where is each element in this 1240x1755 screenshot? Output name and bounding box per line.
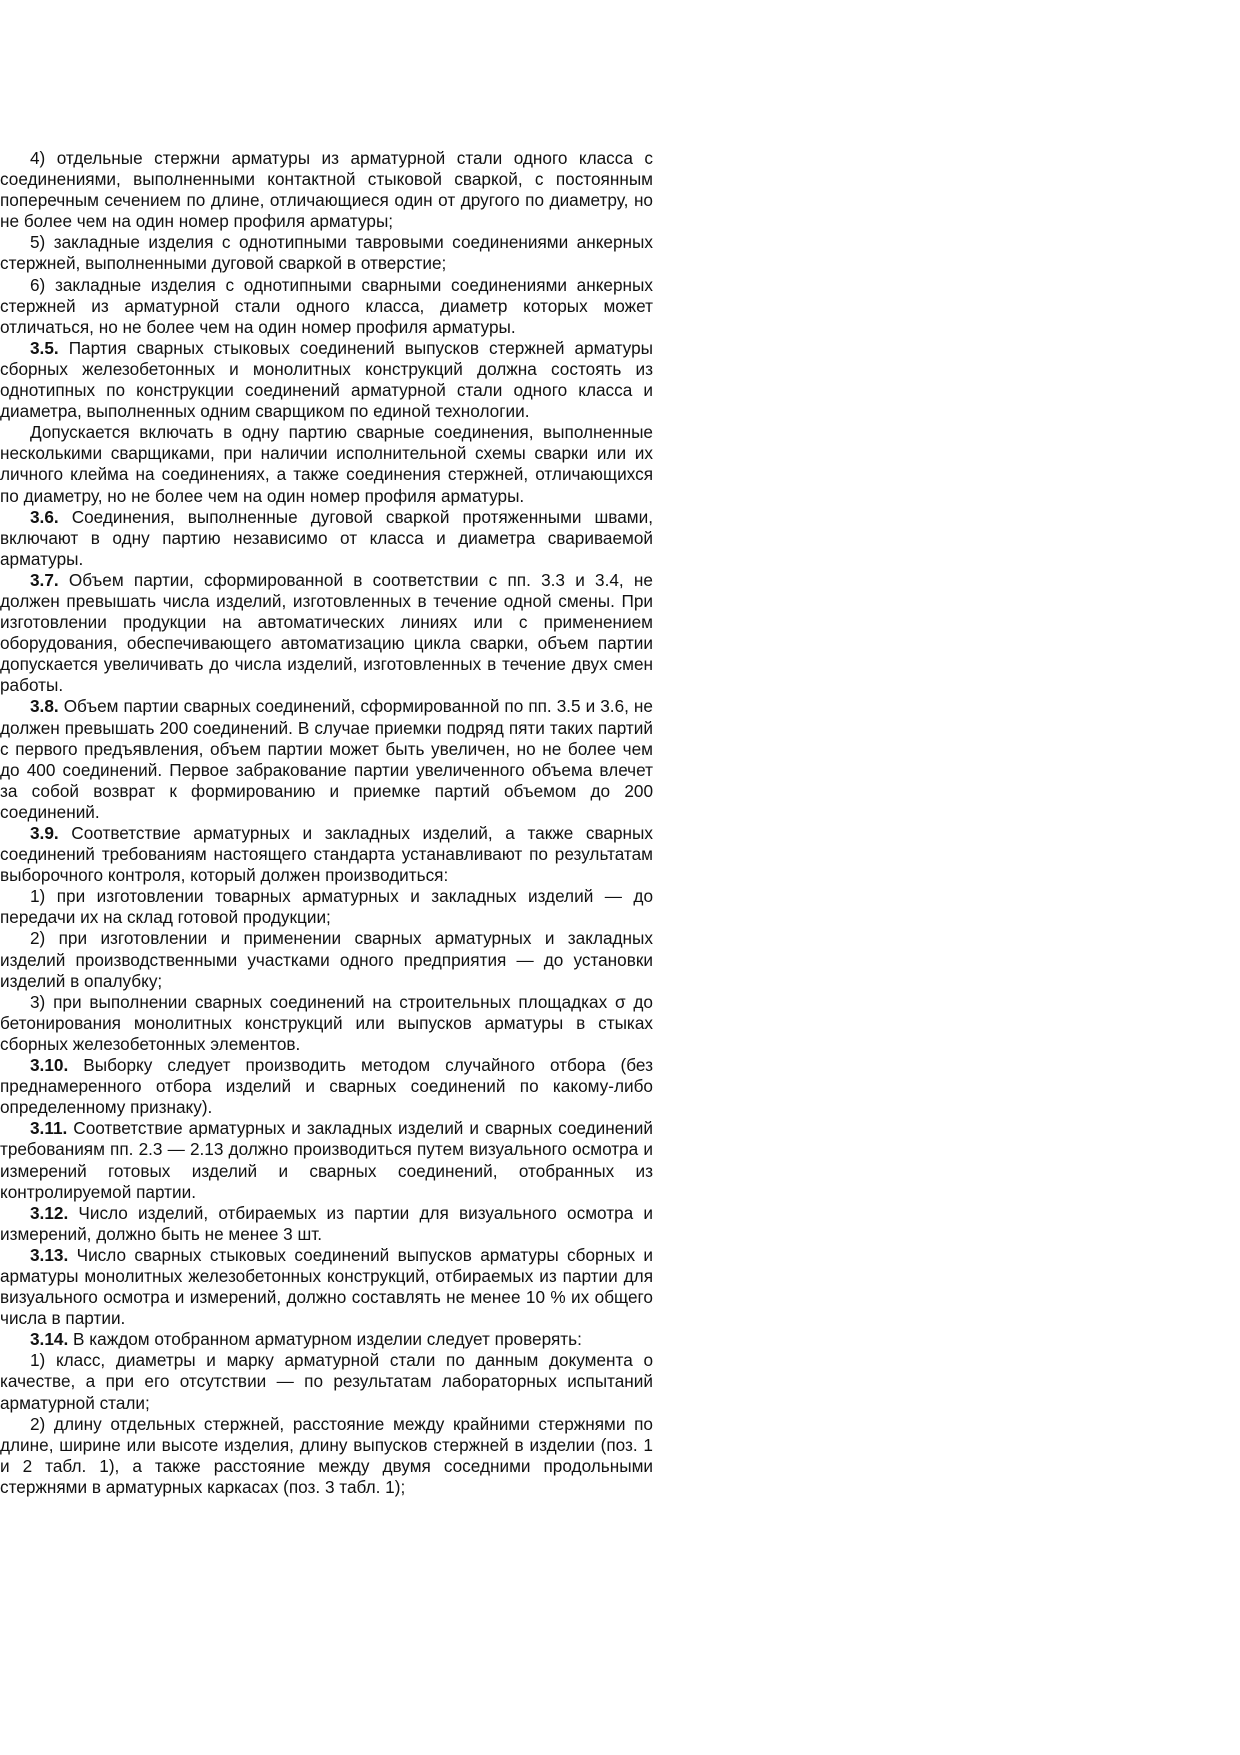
clause-3-9-item-1 (0, 886, 653, 928)
paragraph-6 (0, 275, 653, 338)
paragraph-text: Число сварных стыковых соединений выпусков арматуры сборных и арматуры монолитных железобетонных конструкций, отбираемых из партии для визуального осмотра и измерений, должно составлять не менее 10 % их общего числа в партии. (0, 1244, 654, 1329)
clause-number: 3.13. (30, 1244, 69, 1265)
clause-number: 3.9. (30, 823, 59, 843)
clause-3-14-item-2 (0, 1414, 653, 1498)
clause-3-9-item-3 (0, 992, 653, 1055)
clause-3-13 (0, 1245, 653, 1329)
clause-3-9-item-2 (0, 928, 653, 991)
clause-3-5-continued (0, 422, 653, 506)
paragraph-text: Соответствие арматурных и закладных изделий, а также сварных соединений требованиям настоящего стандарта устанавливают по результатам выборочного контроля, который должен производиться: (0, 823, 653, 886)
paragraph-4 (0, 148, 653, 232)
paragraph-text: Выборку следует производить методом случайного отбора (без преднамеренного отбора изделий и сварных соединений по какому-либо определенному признаку). (0, 1055, 653, 1118)
clause-3-11 (0, 1118, 653, 1202)
document-body (0, 148, 653, 1498)
clause-number: 3.10. (30, 1055, 69, 1076)
paragraph-5 (0, 232, 653, 274)
clause-number: 3.5. (30, 337, 59, 358)
clause-number: 3.14. (30, 1329, 69, 1350)
clause-3-5 (0, 338, 653, 422)
paragraph-text: Объем партии сварных соединений, сформированной по пп. 3.5 и 3.6, не должен превышать 200 соединений. В случае приемки подряд пяти таких партий с первого предъявления, объем партии может быть увеличен, но не более чем до 400 соединений. Первое забракование партии увеличенного объема влечет за собой возврат к формированию и приемке партий объемом до 200 соединений. (0, 696, 653, 822)
paragraph-text: 6) закладные изделия с однотипными сварными соединениями анкерных стержней из арматурной стали одного класса, диаметр которых может отличаться, но не более чем на один номер профиля арматуры. (0, 274, 653, 337)
paragraph-text: Число изделий, отбираемых из партии для визуального осмотра и измерений, должно быть не менее 3 шт. (0, 1202, 653, 1244)
paragraph-text: 1) при изготовлении товарных арматурных и закладных изделий — до передачи их на склад готовой продукции; (0, 886, 653, 928)
paragraph-text: 2) длину отдельных стержней, расстояние между крайними стержнями по длине, ширине или высоте изделия, длину выпусков стержней в изделии (поз. 1 и 2 табл. 1), а также расстояние между двумя соседними продольными стержнями в арматурных каркасах (поз. 3 табл. 1); (0, 1413, 653, 1497)
paragraph-text: 1) класс, диаметры и марку арматурной стали по данным документа о качестве, а при его отсутствии — по результатам лабораторных испытаний арматурной стали; (0, 1350, 653, 1413)
paragraph-text: 2) при изготовлении и применении сварных арматурных и закладных изделий производственными участками одного предприятия — до установки изделий в опалубку; (0, 928, 653, 991)
clause-3-7 (0, 570, 653, 697)
clause-3-14 (0, 1329, 653, 1350)
clause-3-10 (0, 1055, 653, 1118)
paragraph-text: Объем партии, сформированной в соответствии с пп. 3.3 и 3.4, не должен превышать числа изделий, изготовленных в течение одной смены. При изготовлении продукции на автоматических линиях или с применением оборудования, обеспечивающего автоматизацию цикла сварки, объем партии допускается увеличивать до числа изделий, изготовленных в течение двух смен работы. (0, 569, 653, 696)
clause-3-14-item-1 (0, 1350, 653, 1413)
paragraph-text: 5) закладные изделия с однотипными тавровыми соединениями анкерных стержней, выполненными дуговой сваркой в отверстие; (0, 232, 653, 274)
clause-number: 3.8. (30, 696, 59, 717)
paragraph-text: Соединения, выполненные дуговой сваркой протяженными швами, включают в одну партию независимо от класса и диаметра свариваемой арматуры. (0, 506, 653, 569)
clause-3-12 (0, 1203, 653, 1245)
clause-number: 3.12. (30, 1202, 69, 1223)
paragraph-text: Партия сварных стыковых соединений выпусков стержней арматуры сборных железобетонных и монолитных конструкций должна состоять из однотипных по конструкции соединений арматурной стали одного класса и диаметра, выполненных одним сварщиком по единой технологии. (0, 337, 653, 422)
clause-number: 3.6. (30, 506, 59, 527)
paragraph-text: В каждом отобранном арматурном изделии следует проверять: (73, 1329, 582, 1350)
clause-3-6 (0, 507, 653, 570)
clause-3-8 (0, 696, 653, 823)
clause-number: 3.11. (30, 1118, 68, 1139)
paragraph-text: 3) при выполнении сварных соединений на строительных площадках σ до бетонирования монолитных конструкций или выпусков арматуры в стыках сборных железобетонных элементов. (0, 991, 653, 1054)
paragraph-text: 4) отдельные стержни арматуры из арматурной стали одного класса с соединениями, выполненными контактной стыковой сваркой, с постоянным поперечным сечением по длине, отличающиеся один от другого по диаметру, но не более чем на один номер профиля арматуры; (0, 148, 653, 232)
paragraph-text: Соответствие арматурных и закладных изделий и сварных соединений требованиям пп. 2.3 — 2.13 должно производиться путем визуального осмотра и измерений готовых изделий и сварных соединений, отобранных из контролируемой партии. (0, 1118, 653, 1202)
clause-3-9 (0, 823, 653, 886)
paragraph-text: Допускается включать в одну партию сварные соединения, выполненные несколькими сварщиками, при наличии исполнительной схемы сварки или их личного клейма на соединениях, а также соединения стержней, отличающихся по диаметру, но не более чем на один номер профиля арматуры. (0, 422, 653, 506)
clause-number: 3.7. (30, 569, 59, 590)
